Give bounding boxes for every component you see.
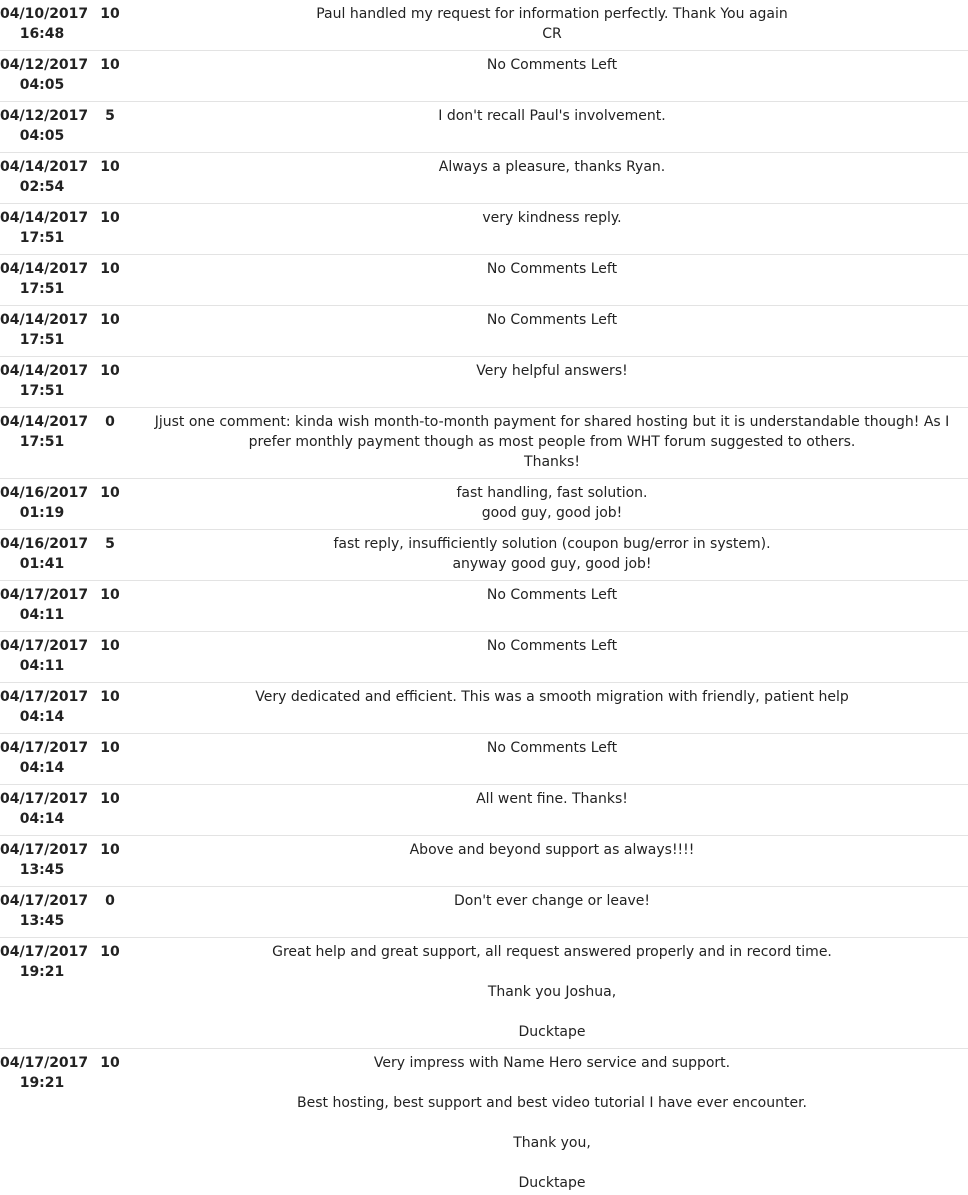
review-time: 13:45: [19, 862, 65, 878]
review-score: 0: [105, 893, 115, 909]
review-comment: [136, 887, 968, 937]
review-date: 04/17/2017: [0, 893, 89, 909]
review-score: 10: [100, 363, 120, 379]
review-row: [0, 357, 968, 408]
review-score: 10: [100, 57, 120, 73]
review-row: [0, 255, 968, 306]
review-comment-line: good guy, good job!: [481, 505, 623, 521]
review-date: 04/14/2017: [0, 414, 89, 430]
review-comment: [136, 408, 968, 478]
review-date: 04/14/2017: [0, 159, 89, 175]
review-comment: [136, 785, 968, 835]
review-row: [0, 734, 968, 785]
review-score: 5: [105, 536, 115, 552]
review-score: 10: [100, 944, 120, 960]
review-time: 04:14: [19, 811, 65, 827]
review-comment-line: I don't recall Paul's involvement.: [438, 108, 666, 124]
review-score: 10: [100, 740, 120, 756]
review-datetime: [0, 785, 89, 835]
review-score: 10: [100, 689, 120, 705]
review-date: 04/17/2017: [0, 1055, 89, 1071]
review-comment-line: Ducktape: [518, 1175, 586, 1191]
review-comment-line: No Comments Left: [486, 261, 618, 277]
review-score: 10: [100, 261, 120, 277]
review-comment-line: Ducktape: [518, 1024, 586, 1040]
review-date: 04/16/2017: [0, 485, 89, 501]
review-datetime: [0, 255, 89, 305]
review-comment: [136, 581, 968, 631]
review-datetime: [0, 306, 89, 356]
review-comment: [136, 479, 968, 529]
review-time: 04:05: [19, 77, 65, 93]
review-comment-line: Thank you,: [513, 1135, 591, 1151]
review-time: 16:48: [19, 26, 65, 42]
review-time: 17:51: [19, 281, 65, 297]
review-comment-line: very kindness reply.: [482, 210, 622, 226]
review-comment: [136, 683, 968, 733]
review-comment-line: [136, 962, 968, 982]
review-time: 19:21: [19, 1075, 65, 1091]
review-row: [0, 836, 968, 887]
review-date: 04/14/2017: [0, 261, 89, 277]
review-datetime: [0, 836, 89, 886]
review-comment-line: Thank you Joshua,: [487, 984, 617, 1000]
review-comment-line: Very helpful answers!: [476, 363, 628, 379]
review-date: 04/17/2017: [0, 944, 89, 960]
review-datetime: [0, 683, 89, 733]
review-comment-line: fast handling, fast solution.: [456, 485, 648, 501]
review-comment-line: Thanks!: [524, 454, 580, 470]
review-datetime: [0, 479, 89, 529]
review-time: 17:51: [19, 230, 65, 246]
review-comment-line: No Comments Left: [486, 638, 618, 654]
review-comment: [136, 357, 968, 407]
review-comment-line: fast reply, insufficiently solution (coupon bug/error in system).: [333, 536, 771, 552]
review-comment-line: Very impress with Name Hero service and support.: [373, 1055, 731, 1071]
review-date: 04/17/2017: [0, 587, 89, 603]
review-comment: [136, 734, 968, 784]
review-comment-line: Always a pleasure, thanks Ryan.: [438, 159, 666, 175]
review-comment-line: [136, 1153, 968, 1173]
review-time: 02:54: [19, 179, 65, 195]
review-comment: [136, 0, 968, 50]
review-datetime: [0, 887, 89, 937]
review-comment-line: [136, 1113, 968, 1133]
review-time: 17:51: [19, 383, 65, 399]
review-datetime: [0, 938, 89, 1048]
review-date: 04/14/2017: [0, 210, 89, 226]
review-comment: [136, 102, 968, 152]
review-datetime: [0, 357, 89, 407]
review-date: 04/17/2017: [0, 689, 89, 705]
review-time: 13:45: [19, 913, 65, 929]
review-comment-line: [136, 1002, 968, 1022]
review-score: 10: [100, 6, 120, 22]
review-comment: [136, 306, 968, 356]
review-datetime: [0, 1049, 89, 1195]
review-score: 10: [100, 312, 120, 328]
review-score: 10: [100, 587, 120, 603]
review-comment: [136, 51, 968, 101]
review-row: [0, 530, 968, 581]
review-row: [0, 581, 968, 632]
review-date: 04/10/2017: [0, 6, 89, 22]
review-row: [0, 408, 968, 479]
review-comment: [136, 632, 968, 682]
review-comment-line: CR: [542, 26, 562, 42]
review-score: 10: [100, 791, 120, 807]
review-comment: [136, 836, 968, 886]
review-comment: [136, 938, 968, 1048]
review-row: [0, 938, 968, 1049]
review-datetime: [0, 204, 89, 254]
review-score: 10: [100, 485, 120, 501]
review-row: [0, 785, 968, 836]
review-time: 17:51: [19, 332, 65, 348]
review-score: 10: [100, 159, 120, 175]
review-row: [0, 204, 968, 255]
review-comment-line: Above and beyond support as always!!!!: [409, 842, 695, 858]
review-row: [0, 51, 968, 102]
review-comment-line: [136, 1073, 968, 1093]
review-time: 04:14: [19, 760, 65, 776]
review-score: 10: [100, 638, 120, 654]
review-time: 04:05: [19, 128, 65, 144]
review-comment-line: No Comments Left: [486, 740, 618, 756]
review-score: 10: [100, 842, 120, 858]
review-date: 04/17/2017: [0, 842, 89, 858]
review-datetime: [0, 0, 89, 50]
review-score: 10: [100, 210, 120, 226]
review-row: [0, 153, 968, 204]
review-row: [0, 632, 968, 683]
review-datetime: [0, 734, 89, 784]
review-comment-line: Jjust one comment: kinda wish month-to-month payment for shared hosting but it is understandable though! As I prefer monthly payment though as most people from WHT forum suggested to others.: [154, 414, 950, 450]
review-comment-line: Paul handled my request for information perfectly. Thank You again: [316, 6, 788, 22]
review-row: [0, 683, 968, 734]
review-score: 5: [105, 108, 115, 124]
review-row: [0, 479, 968, 530]
review-comment-line: No Comments Left: [486, 312, 618, 328]
review-row: [0, 887, 968, 938]
review-date: 04/14/2017: [0, 363, 89, 379]
review-comment: [136, 1049, 968, 1195]
review-datetime: [0, 51, 89, 101]
review-time: 04:14: [19, 709, 65, 725]
review-comment: [136, 255, 968, 305]
review-row: [0, 0, 968, 51]
review-comment-line: anyway good guy, good job!: [452, 556, 652, 572]
review-comment-line: Don't ever change or leave!: [453, 893, 651, 909]
review-date: 04/12/2017: [0, 108, 89, 124]
review-date: 04/17/2017: [0, 791, 89, 807]
review-time: 01:19: [19, 505, 65, 521]
review-comment-line: Very dedicated and efficient. This was a smooth migration with friendly, patient help: [255, 689, 849, 705]
review-score: 0: [105, 414, 115, 430]
review-date: 04/12/2017: [0, 57, 89, 73]
review-datetime: [0, 102, 89, 152]
review-datetime: [0, 581, 89, 631]
review-date: 04/17/2017: [0, 740, 89, 756]
review-datetime: [0, 153, 89, 203]
review-time: 04:11: [19, 658, 65, 674]
review-time: 19:21: [19, 964, 65, 980]
review-time: 01:41: [19, 556, 65, 572]
review-comment: [136, 204, 968, 254]
review-date: 04/17/2017: [0, 638, 89, 654]
review-date: 04/16/2017: [0, 536, 89, 552]
review-datetime: [0, 632, 89, 682]
review-time: 04:11: [19, 607, 65, 623]
review-comment-line: All went fine. Thanks!: [476, 791, 628, 807]
review-row: [0, 306, 968, 357]
review-time: 17:51: [19, 434, 65, 450]
review-datetime: [0, 530, 89, 580]
review-comment: [136, 153, 968, 203]
review-comment-line: Great help and great support, all request answered properly and in record time.: [272, 944, 832, 960]
review-score: 10: [100, 1055, 120, 1071]
review-row: [0, 102, 968, 153]
review-comment-line: No Comments Left: [486, 587, 618, 603]
review-date: 04/14/2017: [0, 312, 89, 328]
review-comment-line: Best hosting, best support and best video tutorial I have ever encounter.: [297, 1095, 807, 1111]
review-comment-line: No Comments Left: [486, 57, 618, 73]
review-comment: [136, 530, 968, 580]
review-datetime: [0, 408, 89, 478]
review-row: [0, 1049, 968, 1195]
